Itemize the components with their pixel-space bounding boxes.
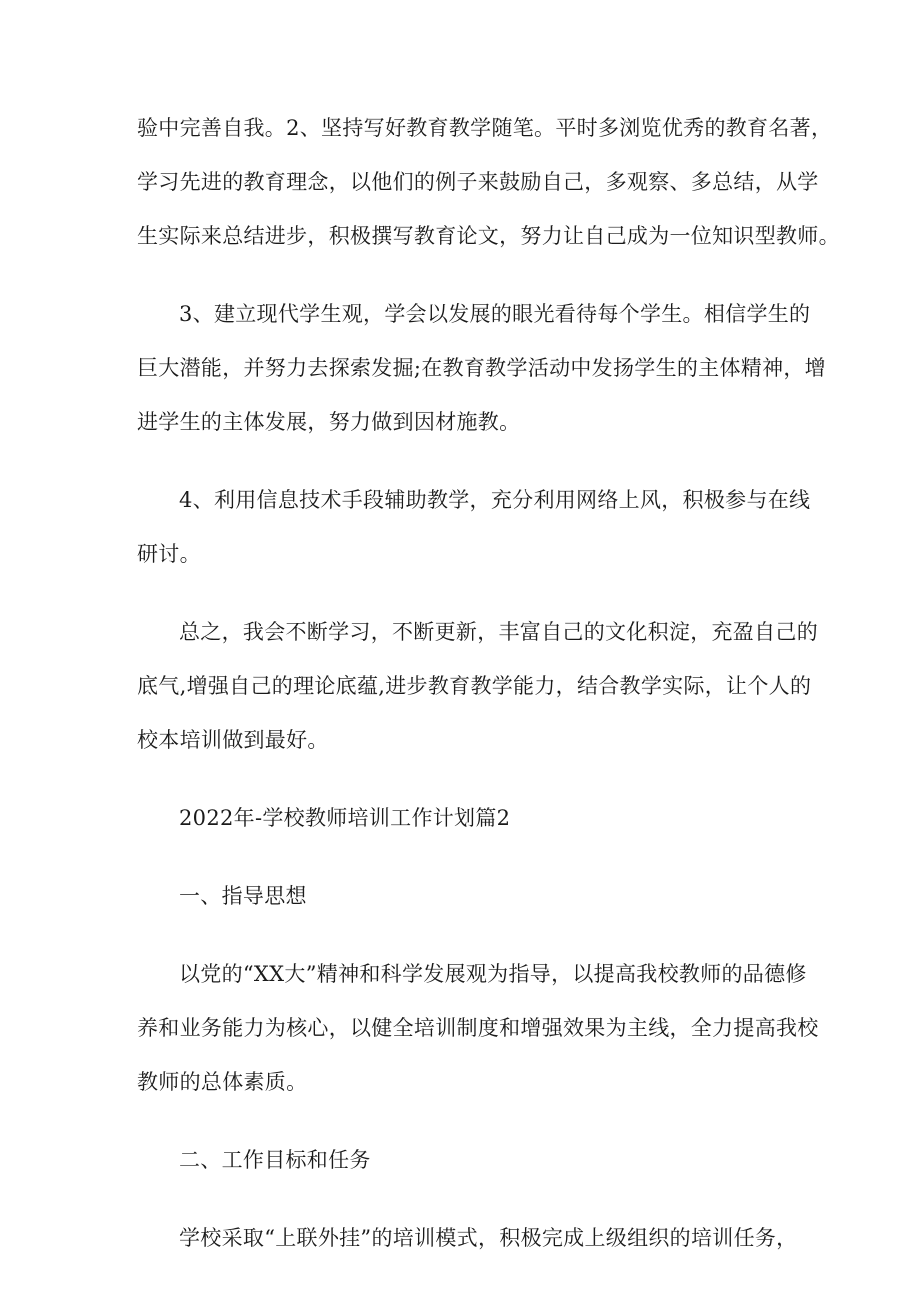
text-line: 底气,增强自己的理论底蕴,进步教育教学能力，结合教学实际，让个人的	[137, 674, 812, 698]
text-line: 研讨。	[137, 542, 201, 566]
text-line: 养和业务能力为核心，以健全培训制度和增强效果为主线，全力提高我校	[137, 1016, 819, 1040]
text-line: 验中完善自我。2、坚持写好教育教学随笔。平时多浏览优秀的教育名著，	[137, 116, 833, 140]
text-line: 3、建立现代学生观，学会以发展的眼光看待每个学生。相信学生的	[179, 302, 811, 326]
text-line: 4、利用信息技术手段辅助教学，充分利用网络上风，积极参与在线	[179, 488, 811, 512]
text-line: 生实际来总结进步，积极撰写教育论文，努力让自己成为一位知识型教师。	[137, 224, 840, 248]
text-line: 进学生的主体发展，努力做到因材施教。	[137, 410, 521, 434]
text-line: 学习先进的教育理念，以他们的例子来鼓励自己，多观察、多总结，从学	[137, 170, 819, 194]
text-line: 校本培训做到最好。	[137, 728, 329, 752]
text-line: 巨大潜能，并努力去探索发掘;在教育教学活动中发扬学生的主体精神，增	[137, 356, 826, 380]
section-heading: 一、指导思想	[179, 884, 307, 908]
text-line: 总之，我会不断学习，不断更新，丰富自己的文化积淀，充盈自己的	[179, 620, 818, 644]
text-line: 学校采取“上联外挂”的培训模式，积极完成上级组织的培训任务，	[179, 1226, 798, 1250]
section-heading: 2022年-学校教师培训工作计划篇2	[179, 806, 511, 830]
text-line: 教师的总体素质。	[137, 1070, 308, 1094]
section-heading: 二、工作目标和任务	[179, 1148, 371, 1172]
text-line: 以党的“XX大”精神和科学发展观为指导，以提高我校教师的品德修	[179, 962, 807, 986]
